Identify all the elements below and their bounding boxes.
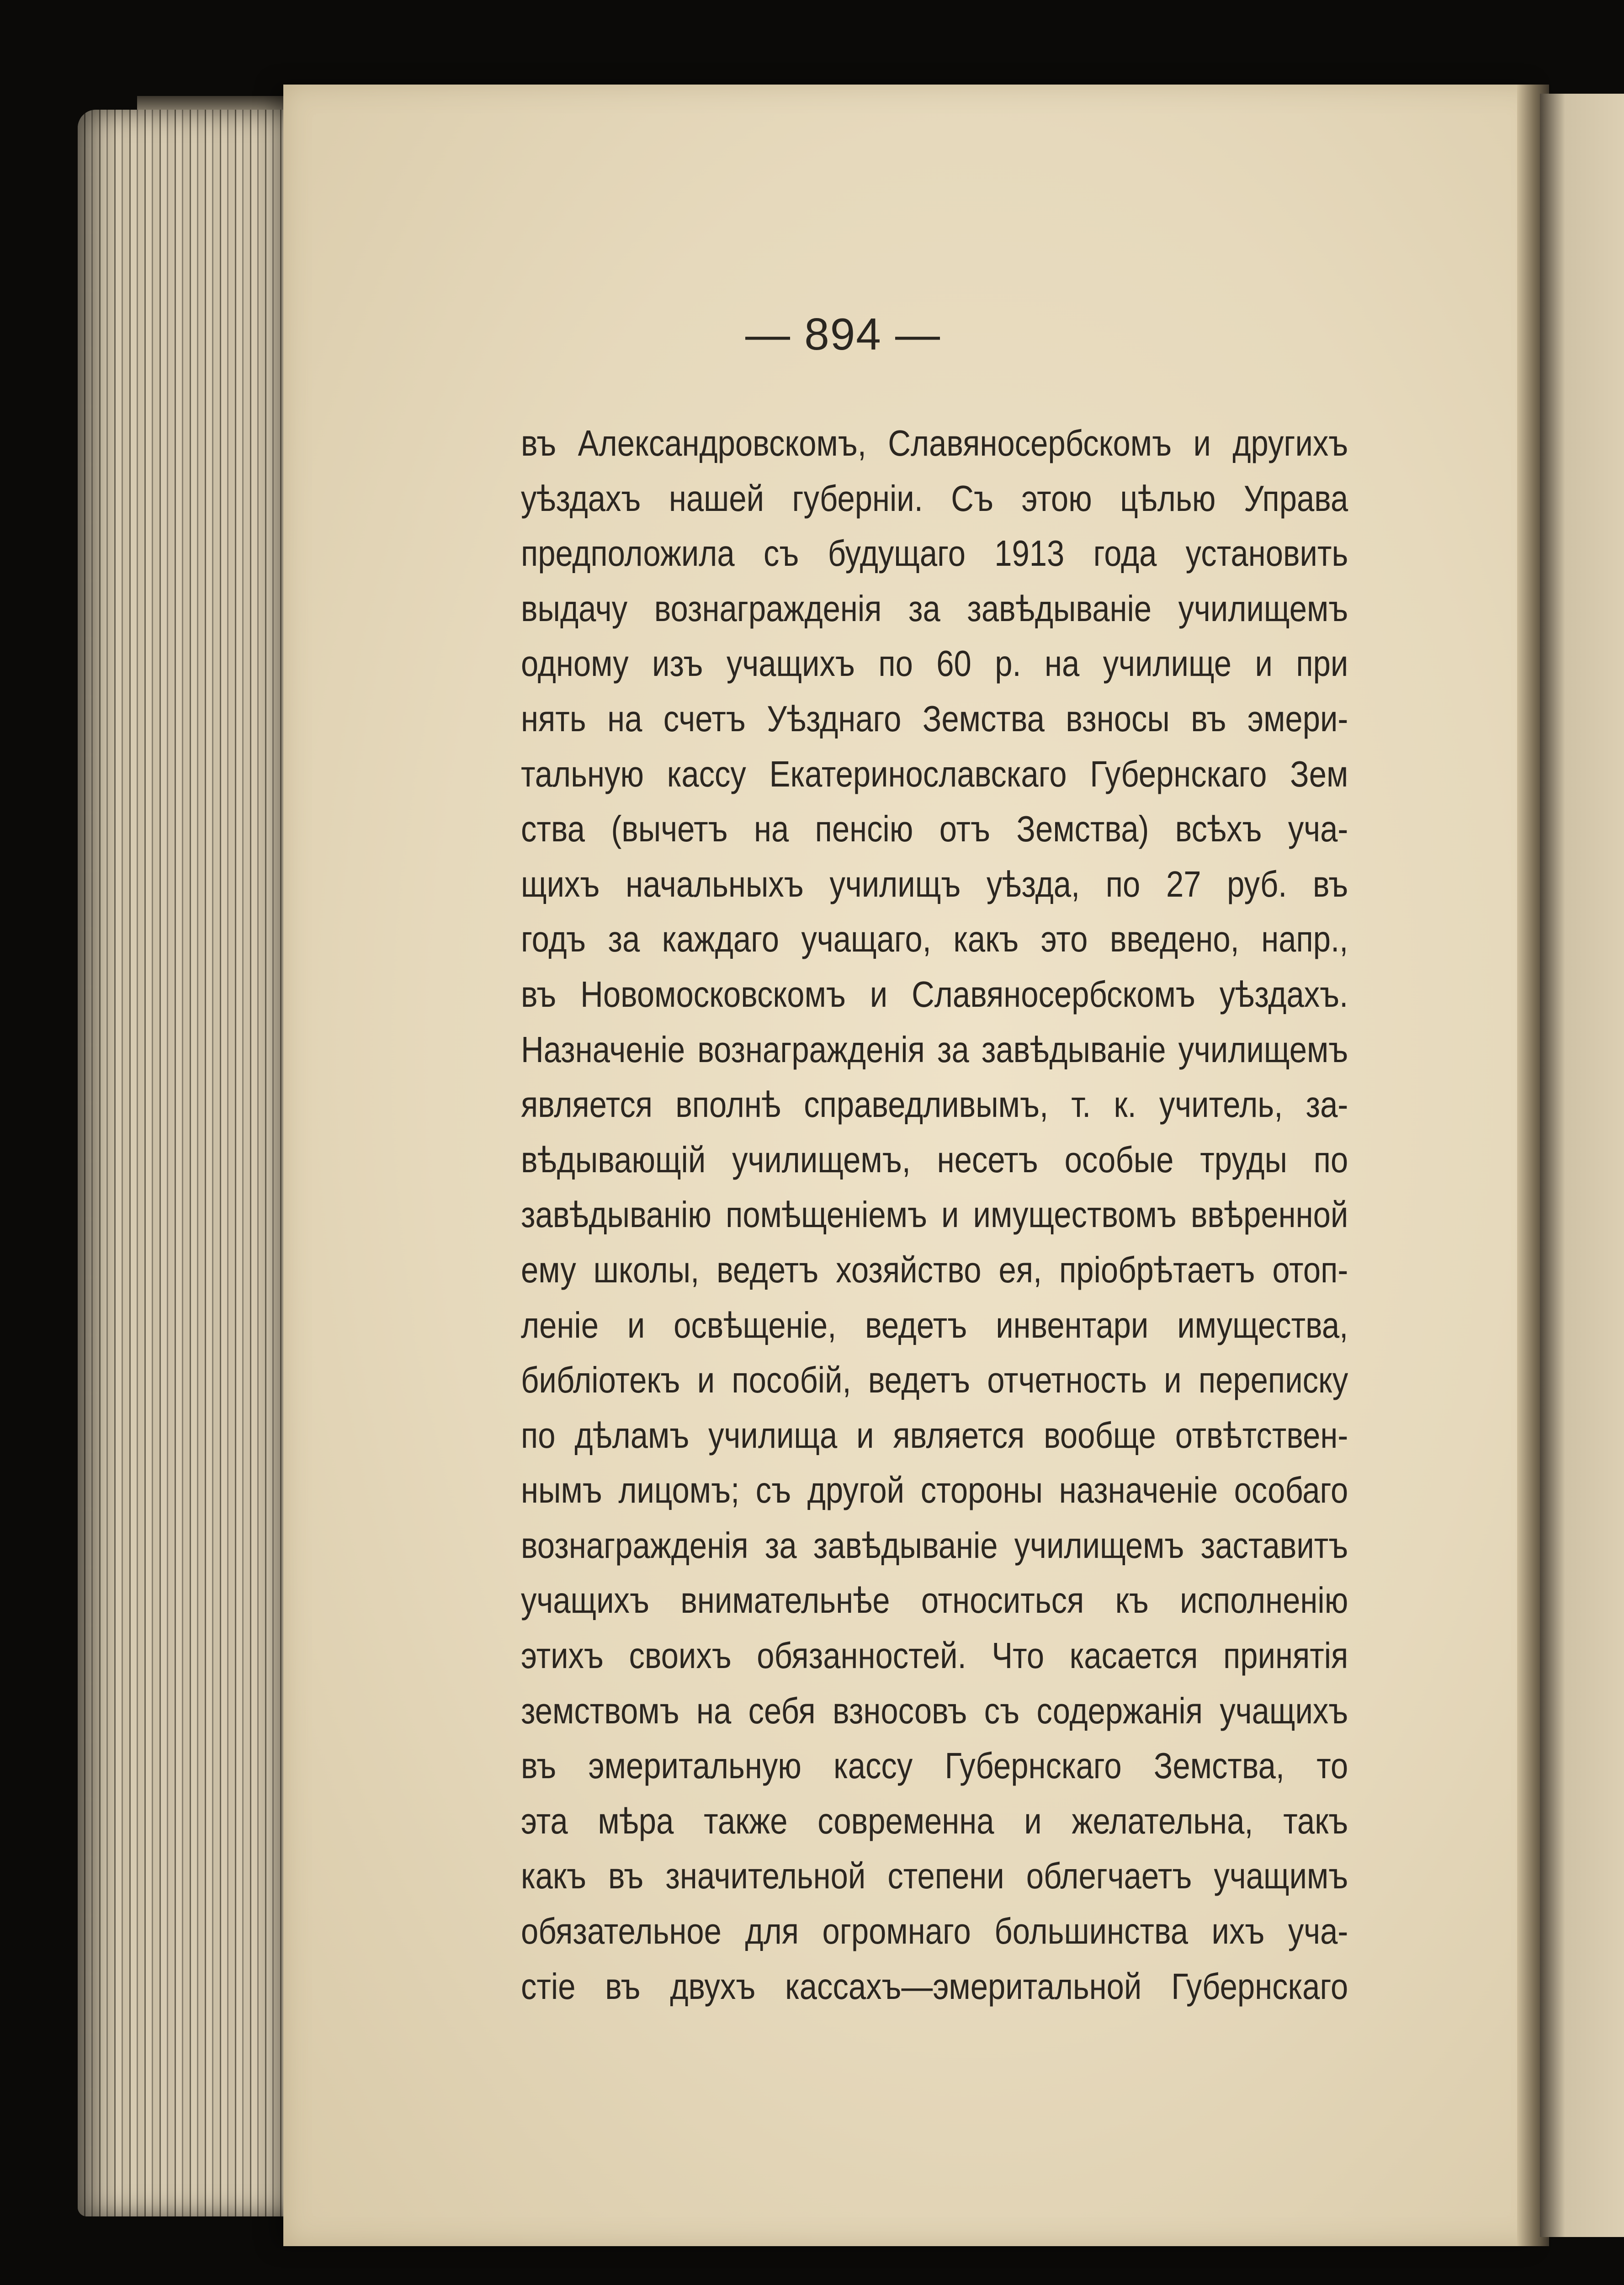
text-line: вѣдывающій училищемъ, несетъ особые труды по bbox=[521, 1139, 1348, 1180]
page-number: — 894 — bbox=[745, 309, 941, 359]
text-line: выдачу вознагражденія за завѣдываніе училищемъ bbox=[521, 588, 1348, 629]
page-body-text bbox=[521, 416, 1348, 2014]
text-line: въ Александровскомъ, Славяносербскомъ и другихъ bbox=[521, 423, 1348, 463]
text-line: ства (вычетъ на пенсію отъ Земства) всѣхъ уча- bbox=[521, 808, 1348, 850]
text-line: въ эмеритальную кассу Губернскаго Земства, то bbox=[521, 1745, 1348, 1786]
text-line: нять на счетъ Уѣзднаго Земства взносы въ эмери- bbox=[521, 698, 1348, 739]
book-page bbox=[283, 85, 1540, 2246]
text-line: учащихъ внимательнѣе относиться къ исполненію bbox=[521, 1580, 1348, 1621]
text-line: щихъ начальныхъ училищъ уѣзда, по 27 руб. въ bbox=[521, 863, 1348, 904]
text-line: одному изъ учащихъ по 60 р. на училище и при bbox=[521, 643, 1348, 684]
text-line: уѣздахъ нашей губерніи. Съ этою цѣлью Управа bbox=[521, 478, 1348, 519]
text-line: является вполнѣ справедливымъ, т. к. учитель, за- bbox=[521, 1084, 1348, 1125]
text-line: по дѣламъ училища и является вообще отвѣтствен- bbox=[521, 1414, 1348, 1456]
facing-page-edge bbox=[1540, 94, 1624, 2237]
text-line: годъ за каждаго учащаго, какъ это введено, напр., bbox=[521, 919, 1348, 960]
text-line: нымъ лицомъ; съ другой стороны назначеніе особаго bbox=[521, 1470, 1348, 1511]
text-line: предположила съ будущаго 1913 года установить bbox=[521, 533, 1348, 574]
text-line: ему школы, ведетъ хозяйство ея, пріобрѣтаетъ отоп- bbox=[521, 1249, 1348, 1290]
text-line: стіе въ двухъ кассахъ—эмеритальной Губернскаго bbox=[521, 1966, 1348, 2007]
page-stack-edges bbox=[78, 110, 315, 2216]
text-line: какъ въ значительной степени облегчаетъ учащимъ bbox=[521, 1855, 1348, 1897]
text-line: этихъ своихъ обязанностей. Что касается принятія bbox=[521, 1635, 1348, 1676]
text-line: эта мѣра также современна и желательна, такъ bbox=[521, 1800, 1348, 1841]
text-line: завѣдыванію помѣщеніемъ и имуществомъ ввѣренной bbox=[521, 1194, 1348, 1235]
text-line: земствомъ на себя взносовъ съ содержанія учащихъ bbox=[521, 1690, 1348, 1731]
text-line: тальную кассу Екатеринославскаго Губернскаго Зем bbox=[521, 753, 1348, 794]
text-line: обязательное для огромнаго большинства ихъ уча- bbox=[521, 1911, 1348, 1952]
text-line: Назначеніе вознагражденія за завѣдываніе училищемъ bbox=[521, 1029, 1348, 1070]
text-line: въ Новомосковскомъ и Славяносербскомъ уѣздахъ. bbox=[521, 973, 1348, 1015]
text-line: вознагражденія за завѣдываніе училищемъ заставитъ bbox=[521, 1525, 1348, 1566]
text-line: леніе и освѣщеніе, ведетъ инвентари имущества, bbox=[521, 1304, 1348, 1345]
text-line: библіотекъ и пособій, ведетъ отчетность и переписку bbox=[521, 1360, 1348, 1401]
